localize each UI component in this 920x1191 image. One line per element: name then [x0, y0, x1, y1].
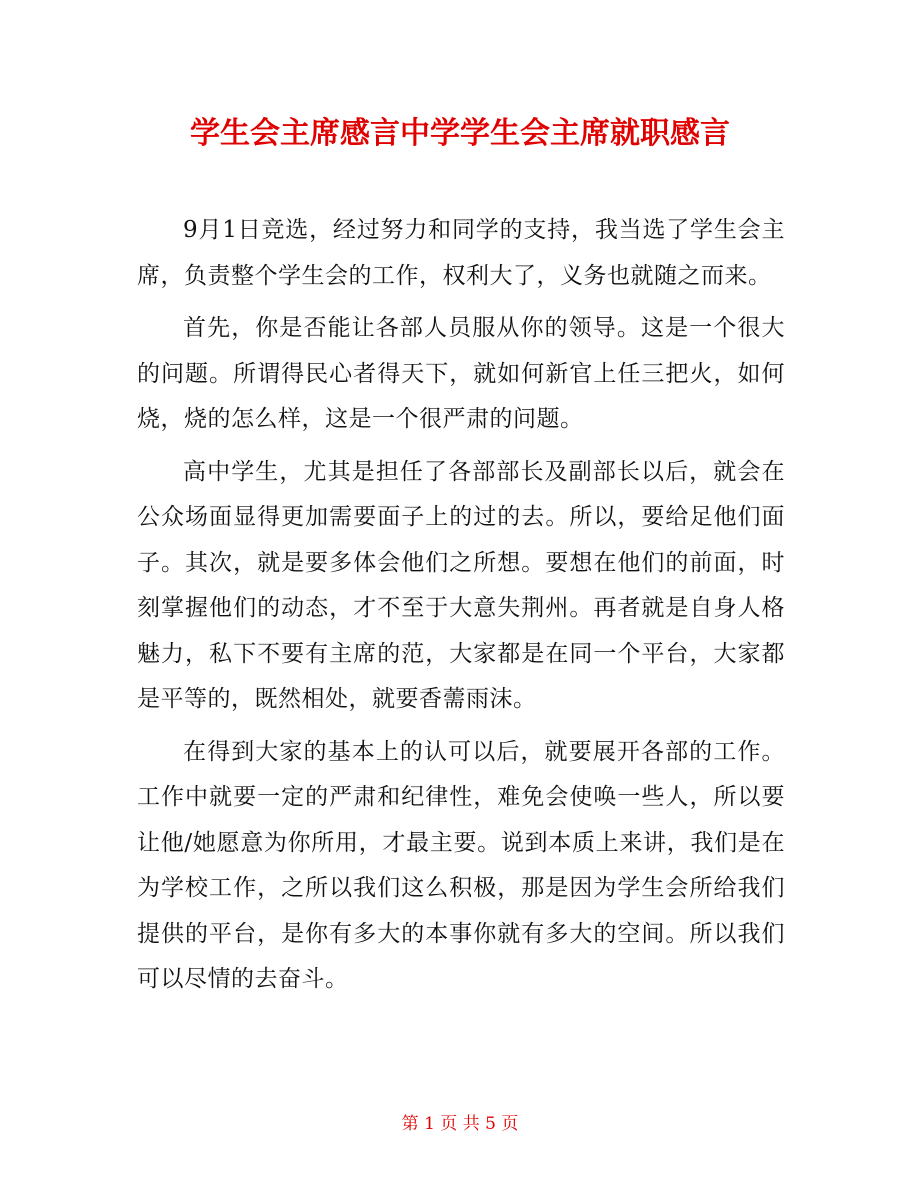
document-body: [137, 208, 785, 1010]
paragraph-4: 在得到大家的基本上的认可以后，就要展开各部的工作。工作中就要一定的严肃和纪律性，难免会使唤一些人，所以要让他/她愿意为你所用，才最主要。说到本质上来讲，我们是在为学校工作，之所以我们这么积极，那是因为学生会所给我们提供的平台，是你有多大的本事你就有多大的空间。所以我们可以尽情的去奋斗。: [137, 738, 785, 992]
paragraph-1: 9月1日竞选，经过努力和同学的支持，我当选了学生会主席，负责整个学生会的工作，权利大了，义务也就随之而来。: [137, 217, 785, 289]
document-title: 学生会主席感言中学学生会主席就职感言: [190, 116, 730, 151]
paragraph-2: 首先，你是否能让各部人员服从你的领导。这是一个很大的问题。所谓得民心者得天下，就如何新官上任三把火，如何烧，烧的怎么样，这是一个很严肃的问题。: [137, 315, 785, 432]
paragraph-3: 高中学生，尤其是担任了各部部长及副部长以后，就会在公众场面显得更加需要面子上的过的去。所以，要给足他们面子。其次，就是要多体会他们之所想。要想在他们的前面，时刻掌握他们的动态，才不至于大意失荆州。再者就是自身人格魅力，私下不要有主席的范，大家都是在同一个平台，大家都是平等的，既然相处，就要香薷雨沫。: [137, 458, 785, 712]
page-footer: 第 1 页 共 5 页: [401, 1114, 519, 1134]
